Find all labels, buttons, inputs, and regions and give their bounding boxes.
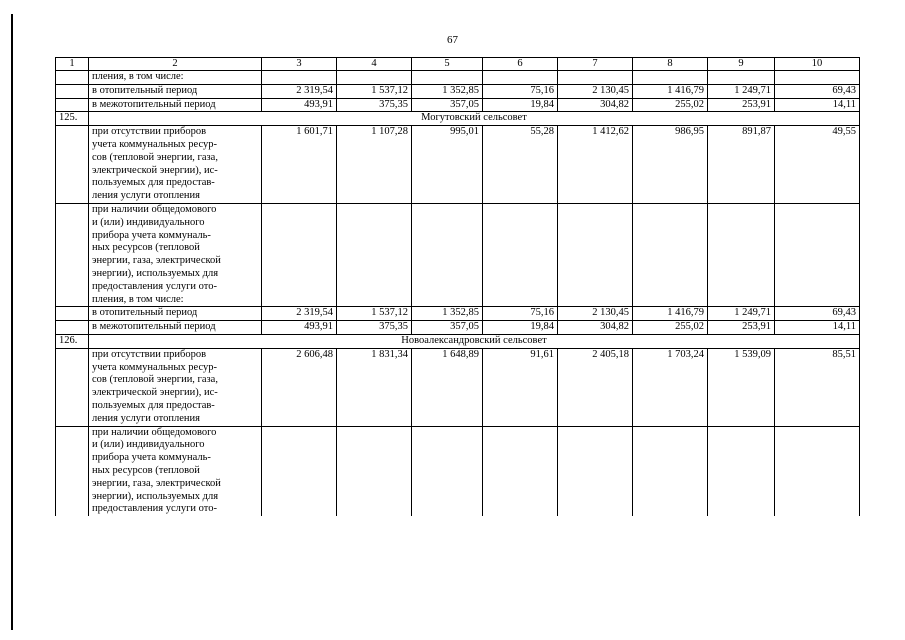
row-number bbox=[56, 71, 89, 85]
section-title: Могутовский сельсовет bbox=[89, 112, 860, 126]
value-cell: 255,02 bbox=[633, 98, 708, 112]
value-cell: 75,16 bbox=[483, 84, 558, 98]
row-description: пления, в том числе: bbox=[89, 71, 262, 85]
tariff-table bbox=[55, 57, 860, 516]
value-cell: 304,82 bbox=[558, 321, 633, 335]
value-cell: 253,91 bbox=[708, 321, 775, 335]
value-cell: 1 249,71 bbox=[708, 84, 775, 98]
page-number: 67 bbox=[447, 34, 458, 46]
table-row bbox=[56, 98, 860, 112]
value-cell bbox=[633, 203, 708, 306]
section-row bbox=[56, 112, 860, 126]
value-cell bbox=[337, 203, 412, 306]
value-cell bbox=[412, 426, 483, 516]
value-cell: 375,35 bbox=[337, 321, 412, 335]
row-description: при отсутствии приборов учета коммунальных ресур- сов (тепловой энергии, газа, электрической энергии), ис- пользуемых для предостав- ления услуги отопления bbox=[89, 126, 262, 204]
table-row bbox=[56, 203, 860, 306]
value-cell bbox=[633, 426, 708, 516]
header-cell: 9 bbox=[708, 58, 775, 71]
value-cell: 1 416,79 bbox=[633, 84, 708, 98]
value-cell: 1 352,85 bbox=[412, 307, 483, 321]
header-cell: 3 bbox=[262, 58, 337, 71]
row-description: при наличии общедомового и (или) индивидуального прибора учета коммуналь- ных ресурсов (тепловой энергии, газа, электрической энергии), используемых для предоставления услуги ото- bbox=[89, 426, 262, 516]
value-cell: 357,05 bbox=[412, 321, 483, 335]
row-description: в отопительный период bbox=[89, 307, 262, 321]
value-cell: 1 648,89 bbox=[412, 348, 483, 426]
row-number bbox=[56, 126, 89, 204]
value-cell bbox=[412, 71, 483, 85]
value-cell bbox=[775, 203, 860, 306]
value-cell bbox=[337, 71, 412, 85]
value-cell: 995,01 bbox=[412, 126, 483, 204]
value-cell bbox=[412, 203, 483, 306]
value-cell bbox=[262, 203, 337, 306]
value-cell bbox=[708, 203, 775, 306]
value-cell: 1 249,71 bbox=[708, 307, 775, 321]
value-cell: 2 405,18 bbox=[558, 348, 633, 426]
header-cell: 6 bbox=[483, 58, 558, 71]
value-cell: 1 539,09 bbox=[708, 348, 775, 426]
section-title: Новоалександровский сельсовет bbox=[89, 334, 860, 348]
row-number bbox=[56, 203, 89, 306]
section-row bbox=[56, 334, 860, 348]
row-description: в межотопительный период bbox=[89, 321, 262, 335]
value-cell: 891,87 bbox=[708, 126, 775, 204]
value-cell: 1 537,12 bbox=[337, 84, 412, 98]
value-cell: 19,84 bbox=[483, 98, 558, 112]
value-cell bbox=[558, 71, 633, 85]
value-cell: 1 416,79 bbox=[633, 307, 708, 321]
value-cell: 49,55 bbox=[775, 126, 860, 204]
row-number: 126. bbox=[56, 334, 89, 348]
value-cell bbox=[558, 426, 633, 516]
value-cell: 1 107,28 bbox=[337, 126, 412, 204]
row-description: в отопительный период bbox=[89, 84, 262, 98]
table-row bbox=[56, 307, 860, 321]
row-number bbox=[56, 426, 89, 516]
header-cell: 8 bbox=[633, 58, 708, 71]
value-cell: 69,43 bbox=[775, 84, 860, 98]
value-cell bbox=[483, 203, 558, 306]
value-cell: 14,11 bbox=[775, 98, 860, 112]
value-cell: 1 703,24 bbox=[633, 348, 708, 426]
value-cell bbox=[708, 426, 775, 516]
value-cell: 1 352,85 bbox=[412, 84, 483, 98]
header-cell: 5 bbox=[412, 58, 483, 71]
value-cell: 55,28 bbox=[483, 126, 558, 204]
table-row bbox=[56, 126, 860, 204]
header-cell: 2 bbox=[89, 58, 262, 71]
value-cell bbox=[633, 71, 708, 85]
value-cell: 14,11 bbox=[775, 321, 860, 335]
row-number bbox=[56, 98, 89, 112]
header-cell: 1 bbox=[56, 58, 89, 71]
value-cell: 2 319,54 bbox=[262, 84, 337, 98]
value-cell: 304,82 bbox=[558, 98, 633, 112]
value-cell bbox=[775, 426, 860, 516]
value-cell bbox=[262, 71, 337, 85]
row-number bbox=[56, 321, 89, 335]
table-body bbox=[56, 58, 860, 517]
row-description: в межотопительный период bbox=[89, 98, 262, 112]
value-cell bbox=[337, 426, 412, 516]
value-cell: 2 319,54 bbox=[262, 307, 337, 321]
value-cell: 91,61 bbox=[483, 348, 558, 426]
header-row bbox=[56, 58, 860, 71]
table-row bbox=[56, 71, 860, 85]
value-cell: 1 412,62 bbox=[558, 126, 633, 204]
value-cell: 493,91 bbox=[262, 98, 337, 112]
header-cell: 10 bbox=[775, 58, 860, 71]
row-number: 125. bbox=[56, 112, 89, 126]
row-number bbox=[56, 348, 89, 426]
value-cell: 253,91 bbox=[708, 98, 775, 112]
value-cell: 1 537,12 bbox=[337, 307, 412, 321]
value-cell: 2 606,48 bbox=[262, 348, 337, 426]
value-cell bbox=[483, 426, 558, 516]
value-cell: 2 130,45 bbox=[558, 307, 633, 321]
value-cell: 1 831,34 bbox=[337, 348, 412, 426]
table-row bbox=[56, 321, 860, 335]
value-cell bbox=[262, 426, 337, 516]
row-description: при отсутствии приборов учета коммунальных ресур- сов (тепловой энергии, газа, электрической энергии), ис- пользуемых для предостав- ления услуги отопления bbox=[89, 348, 262, 426]
value-cell: 75,16 bbox=[483, 307, 558, 321]
value-cell: 986,95 bbox=[633, 126, 708, 204]
binding-line bbox=[11, 14, 13, 630]
value-cell: 357,05 bbox=[412, 98, 483, 112]
header-cell: 4 bbox=[337, 58, 412, 71]
value-cell: 2 130,45 bbox=[558, 84, 633, 98]
value-cell bbox=[708, 71, 775, 85]
value-cell: 375,35 bbox=[337, 98, 412, 112]
row-description: при наличии общедомового и (или) индивидуального прибора учета коммуналь- ных ресурсов (тепловой энергии, газа, электрической энергии), используемых для предоставления услуги ото- пления, в том числе: bbox=[89, 203, 262, 306]
value-cell: 85,51 bbox=[775, 348, 860, 426]
row-number bbox=[56, 84, 89, 98]
table-row bbox=[56, 426, 860, 516]
value-cell: 255,02 bbox=[633, 321, 708, 335]
value-cell bbox=[483, 71, 558, 85]
value-cell: 19,84 bbox=[483, 321, 558, 335]
table-row bbox=[56, 348, 860, 426]
value-cell bbox=[558, 203, 633, 306]
value-cell: 493,91 bbox=[262, 321, 337, 335]
row-number bbox=[56, 307, 89, 321]
table-row bbox=[56, 84, 860, 98]
header-cell: 7 bbox=[558, 58, 633, 71]
value-cell bbox=[775, 71, 860, 85]
value-cell: 1 601,71 bbox=[262, 126, 337, 204]
value-cell: 69,43 bbox=[775, 307, 860, 321]
